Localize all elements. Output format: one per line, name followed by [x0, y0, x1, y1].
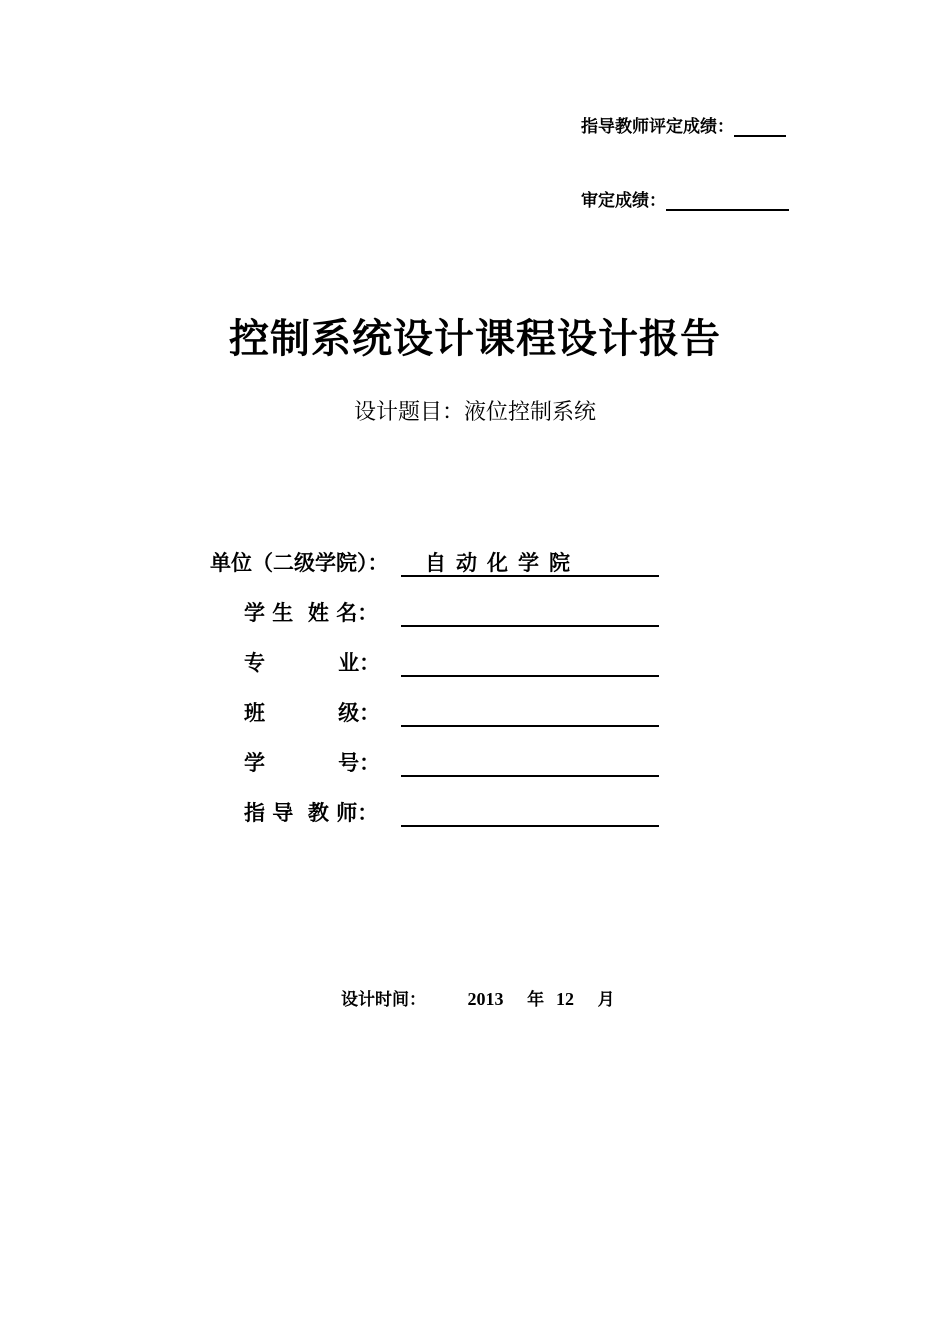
info-value-unit: 自动化学院	[425, 551, 580, 575]
info-label-student-id: 学 号：	[244, 751, 381, 775]
info-label-name: 学 生 姓 名：	[244, 601, 379, 625]
info-row-unit	[0, 547, 950, 579]
info-line-major[interactable]	[401, 647, 659, 677]
info-label-major: 专 业：	[244, 651, 381, 675]
design-time	[341, 986, 615, 1013]
final-grade-blank[interactable]	[666, 191, 789, 211]
report-title: 控制系统设计课程设计报告	[229, 316, 721, 362]
info-row-class	[0, 697, 950, 729]
info-label-advisor: 指 导 教 师：	[244, 801, 379, 825]
design-year: 2013	[467, 989, 504, 1009]
info-row-advisor	[0, 797, 950, 829]
info-row-major	[0, 647, 950, 679]
final-grade-field	[581, 191, 789, 211]
design-topic: 设计题目：液位控制系统	[353, 400, 596, 425]
advisor-grade-field	[581, 117, 786, 137]
info-row-student-id	[0, 747, 950, 779]
info-line-advisor[interactable]	[401, 797, 659, 827]
design-month-unit: 月	[597, 990, 615, 1010]
design-year-unit: 年	[527, 990, 545, 1010]
info-label-unit: 单位（二级学院）：	[210, 551, 389, 575]
advisor-grade-blank[interactable]	[734, 117, 786, 137]
final-grade-label: 审定成绩：	[581, 191, 666, 211]
design-time-label: 设计时间：	[341, 990, 426, 1010]
design-month: 12	[555, 989, 574, 1009]
info-row-name	[0, 597, 950, 629]
info-label-class: 班 级：	[244, 701, 381, 725]
info-line-name[interactable]	[401, 597, 659, 627]
info-line-student-id[interactable]	[401, 747, 659, 777]
advisor-grade-label: 指导教师评定成绩：	[581, 117, 734, 137]
info-line-class[interactable]	[401, 697, 659, 727]
